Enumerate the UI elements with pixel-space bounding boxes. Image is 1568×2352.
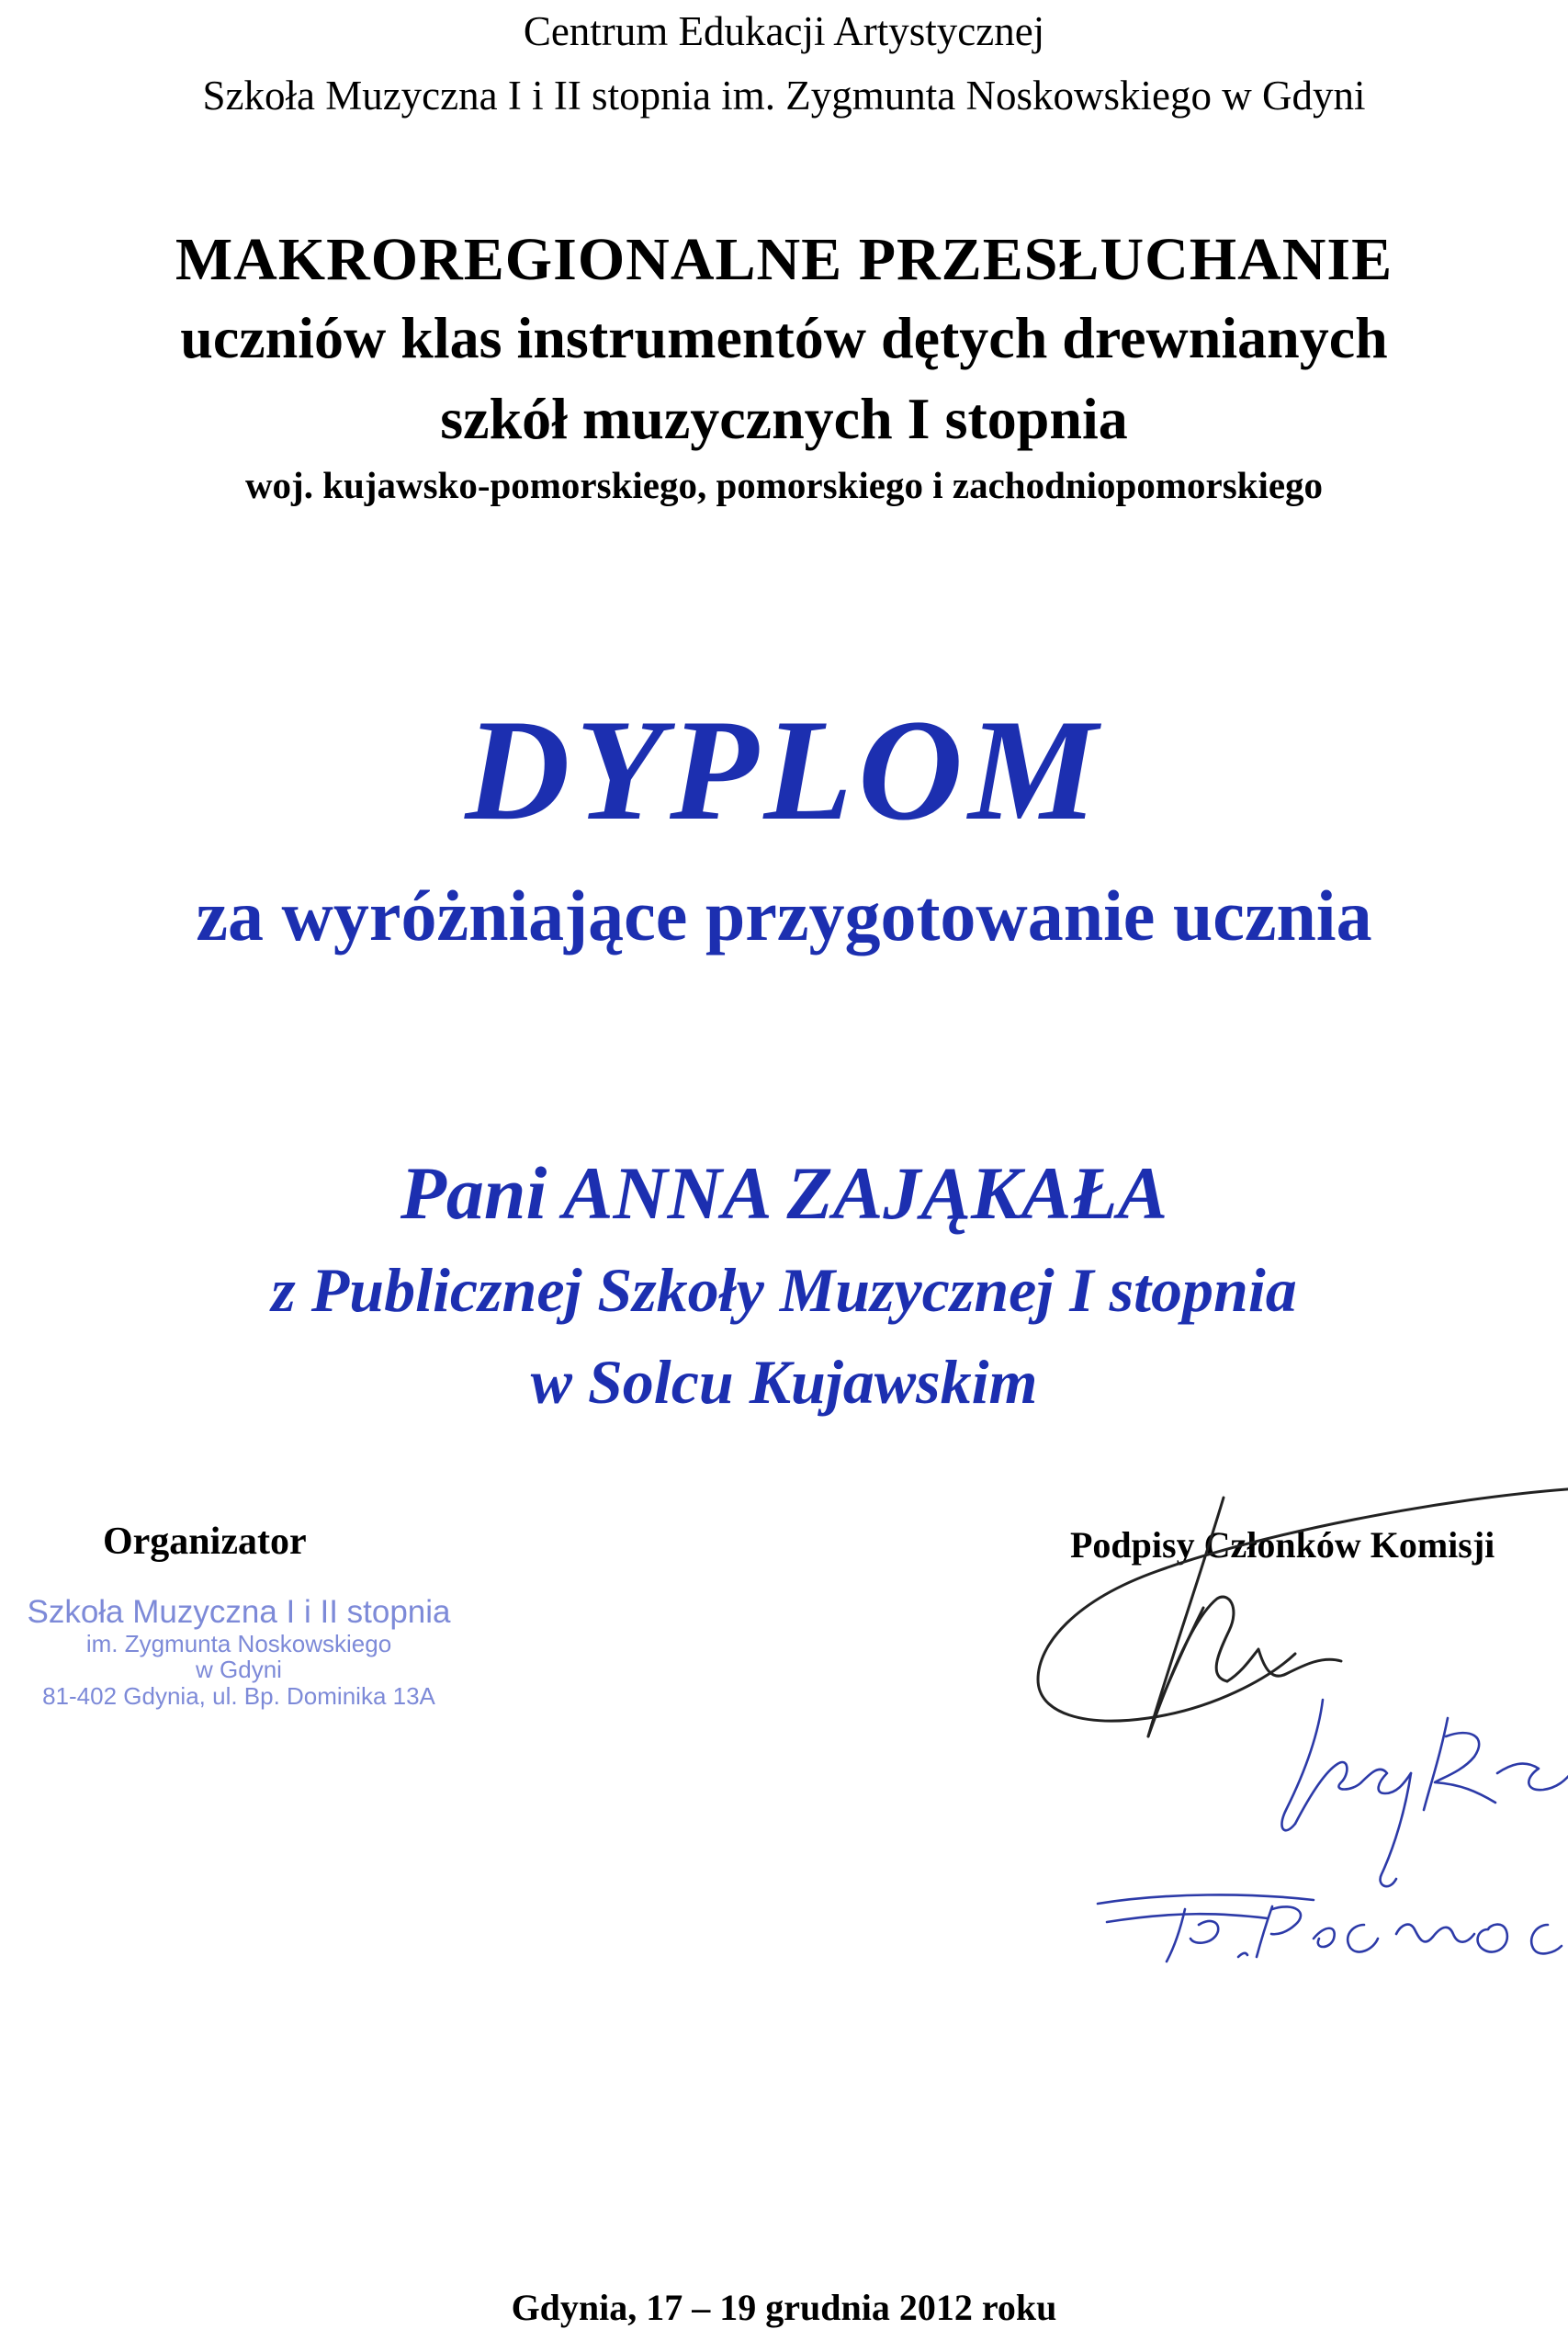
stamp-line-1: Szkoła Muzyczna I i II stopnia — [27, 1594, 451, 1630]
signature-2 — [1281, 1700, 1568, 1886]
signature-3 — [1098, 1894, 1562, 1962]
event-subtitle-1: uczniów klas instrumentów dętych drewnianych — [180, 305, 1388, 370]
footer-place-date: Gdynia, 17 – 19 grudnia 2012 roku — [511, 2287, 1057, 2328]
event-title: MAKROREGIONALNE PRZESŁUCHANIE — [175, 226, 1393, 293]
commission-signatures-label: Podpisy Członków Komisji — [1070, 1524, 1495, 1566]
organizer-stamp — [0, 1595, 478, 1709]
diploma-title: DYPLOM — [465, 690, 1103, 851]
recipient-school-line-2: w Solcu Kujawskim — [530, 1347, 1038, 1417]
recipient-name: Pani ANNA ZAJĄKAŁA — [400, 1151, 1168, 1235]
event-subtitle-2: szkół muzycznych I stopnia — [440, 386, 1128, 451]
event-region: woj. kujawsko-pomorskiego, pomorskiego i zachodniopomorskiego — [244, 464, 1324, 506]
stamp-line-4: 81-402 Gdynia, ul. Bp. Dominika 13A — [42, 1681, 435, 1710]
recipient-school-line-1: z Publicznej Szkoły Muzycznej I stopnia — [271, 1255, 1297, 1325]
organizer-label: Organizator — [103, 1521, 307, 1563]
commission-signatures — [1010, 1461, 1568, 2012]
institution-line-1: Centrum Edukacji Artystycznej — [523, 8, 1045, 54]
diploma-reason: za wyróżniające przygotowanie ucznia — [196, 876, 1372, 956]
signature-1 — [1038, 1488, 1568, 1736]
stamp-line-3: w Gdyni — [196, 1656, 282, 1684]
stamp-line-2: im. Zygmunta Noskowskiego — [85, 1629, 392, 1657]
institution-line-2: Szkoła Muzyczna I i II stopnia im. Zygmunta Noskowskiego w Gdyni — [202, 73, 1366, 119]
